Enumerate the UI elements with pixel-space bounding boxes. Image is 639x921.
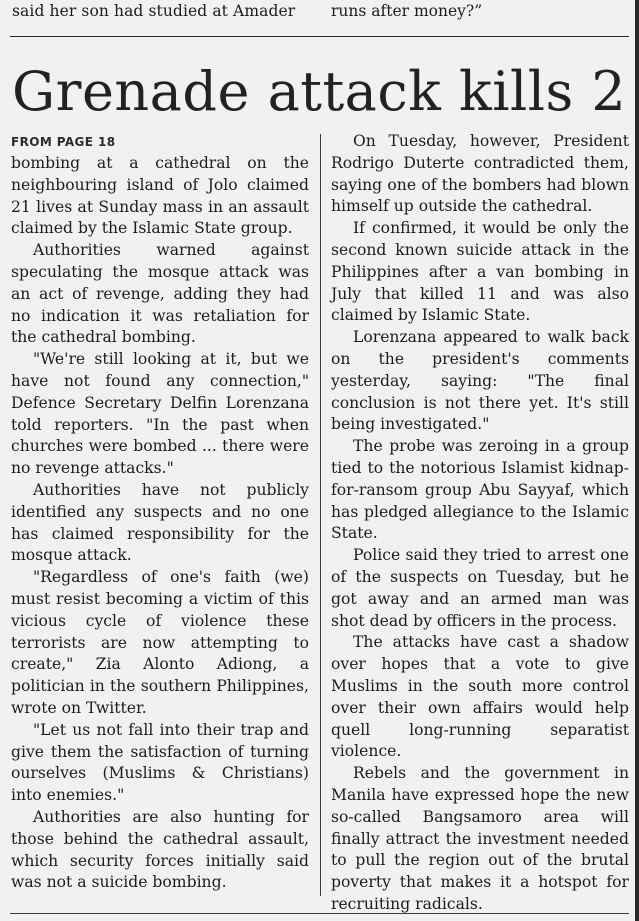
article-left-column (11, 131, 309, 894)
bottom-divider-rule (10, 913, 629, 914)
paragraph: Authorities warned against speculating the mosque attack was an act of revenge, adding they had no indication it was retaliation for the cathedral bombing. (11, 241, 309, 347)
paragraph: The probe was zeroing in a group tied to the notorious Islamist kidnap-for-ransom group Abu Sayyaf, which has pledged allegiance to the Islamic State. (331, 437, 629, 543)
previous-article-right-fragment: runs after money?” (331, 2, 483, 20)
scan-edge-border (635, 0, 639, 921)
paragraph: Police said they tried to arrest one of the suspects on Tuesday, but he got away and an armed man was shot dead by officers in the process. (331, 546, 629, 630)
paragraph: On Tuesday, however, President Rodrigo Duterte contradicted them, saying one of the bombers had blown himself up outside the cathedral. (331, 132, 629, 216)
previous-article-left-fragment: said her son had studied at Amader (12, 2, 296, 20)
paragraph: "Regardless of one's faith (we) must resist becoming a victim of this vicious cycle of violence these terrorists are now attempting to create," Zia Alonto Adiong, a politician in the southern Philippines, wrote on Twitter. (11, 568, 309, 717)
article-headline: Grenade attack kills 2 (12, 60, 627, 123)
paragraph: Authorities are also hunting for those behind the cathedral assault, which security forces initially said was not a suicide bombing. (11, 807, 309, 892)
paragraph: Rebels and the government in Manila have expressed hope the new so-called Bangsamoro area will finally attract the investment needed to pull the region out of the brutal poverty that makes it a hotspot for recruiting radicals. (331, 764, 629, 913)
paragraph: Lorenzana appeared to walk back on the president's comments yesterday, saying: "The final conclusion is not there yet. It's still being investigated." (331, 328, 629, 434)
column-divider-rule (320, 134, 321, 896)
jump-line: FROM PAGE 18 (11, 135, 116, 149)
paragraph: "We're still looking at it, but we have not found any connection," Defence Secretary Delfin Lorenzana told reporters. "In the past when churches were bombed ... there were no revenge attacks." (11, 350, 309, 478)
paragraph: "Let us not fall into their trap and give them the satisfaction of turning ourselves (Muslims & Christians) into enemies." (11, 720, 309, 805)
paragraph: Authorities have not publicly identified any suspects and no one has claimed responsibility for the mosque attack. (11, 480, 309, 565)
article-right-column (331, 131, 629, 916)
paragraph: The attacks have cast a shadow over hopes that a vote to give Muslims in the south more control over their own affairs would help quell long-running separatist violence. (331, 633, 629, 761)
paragraph: If confirmed, it would be only the second known suicide attack in the Philippines after a van bombing in July that killed 11 and was also claimed by Islamic State. (331, 219, 629, 325)
previous-article-strip (0, 0, 639, 26)
top-divider-rule (10, 36, 629, 37)
paragraph: bombing at a cathedral on the neighbouring island of Jolo claimed 21 lives at Sunday mass in an assault claimed by the Islamic State group. (11, 154, 309, 238)
